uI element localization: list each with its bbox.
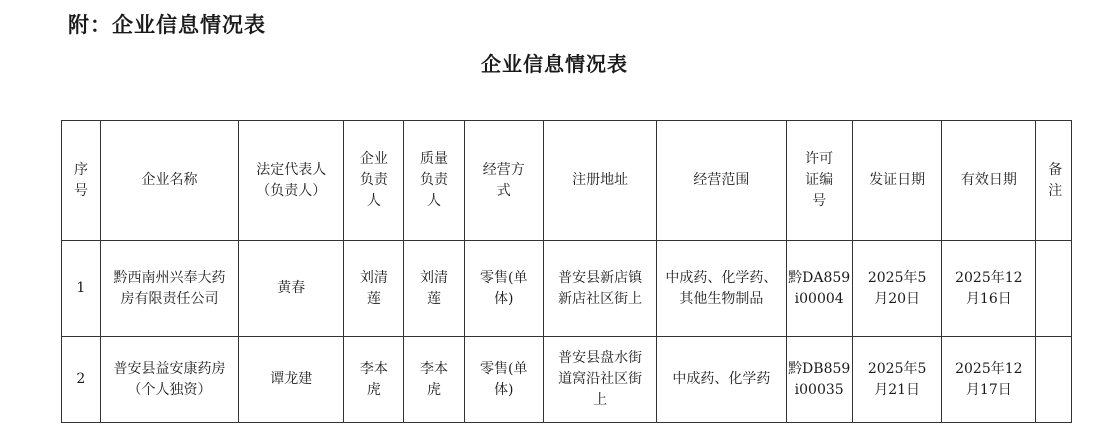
table-row: [62, 241, 1072, 337]
cell-seq: 2: [62, 337, 101, 423]
cell-enterprise-head: 李本虎: [344, 337, 404, 423]
header-enterprise-name: 企业名称: [100, 121, 239, 241]
table-row: [62, 337, 1072, 423]
attachment-heading: 附：企业信息情况表: [68, 13, 266, 37]
cell-remark: [1036, 241, 1072, 337]
header-quality-head: 质量负责人: [404, 121, 464, 241]
header-issue-date: 发证日期: [852, 121, 942, 241]
table-header-row: [62, 121, 1072, 241]
header-enterprise-head: 企业负责人: [344, 121, 404, 241]
header-valid-date: 有效日期: [942, 121, 1036, 241]
cell-legal-representative: 谭龙建: [239, 337, 344, 423]
cell-legal-representative: 黄春: [239, 241, 344, 337]
cell-registered-address: 普安县盘水街道窝沿社区街上: [544, 337, 657, 423]
cell-remark: [1036, 337, 1072, 423]
header-seq: 序号: [62, 121, 101, 241]
header-remark: 备注: [1036, 121, 1072, 241]
cell-quality-head: 刘清莲: [404, 241, 464, 337]
enterprise-info-table: [61, 120, 1072, 423]
cell-license-number: 黔DA859i00004: [786, 241, 852, 337]
cell-enterprise-name: 普安县益安康药房（个人独资）: [100, 337, 239, 423]
cell-enterprise-name: 黔西南州兴奉大药房有限责任公司: [100, 241, 239, 337]
cell-seq: 1: [62, 241, 101, 337]
cell-enterprise-head: 刘清莲: [344, 241, 404, 337]
document-title: 企业信息情况表: [481, 52, 628, 76]
header-registered-address: 注册地址: [544, 121, 657, 241]
cell-valid-date: 2025年12月16日: [942, 241, 1036, 337]
cell-business-mode: 零售(单体): [464, 337, 543, 423]
cell-business-scope: 中成药、化学药、其他生物制品: [657, 241, 786, 337]
cell-quality-head: 李本虎: [404, 337, 464, 423]
header-business-mode: 经营方式: [464, 121, 543, 241]
header-legal-representative: 法定代表人（负责人）: [239, 121, 344, 241]
cell-valid-date: 2025年12月17日: [942, 337, 1036, 423]
cell-issue-date: 2025年5月21日: [852, 337, 942, 423]
header-business-scope: 经营范围: [657, 121, 786, 241]
cell-registered-address: 普安县新店镇新店社区街上: [544, 241, 657, 337]
cell-issue-date: 2025年5月20日: [852, 241, 942, 337]
cell-license-number: 黔DB859i00035: [786, 337, 852, 423]
cell-business-scope: 中成药、化学药: [657, 337, 786, 423]
cell-business-mode: 零售(单体): [464, 241, 543, 337]
header-license-number: 许可证编号: [786, 121, 852, 241]
